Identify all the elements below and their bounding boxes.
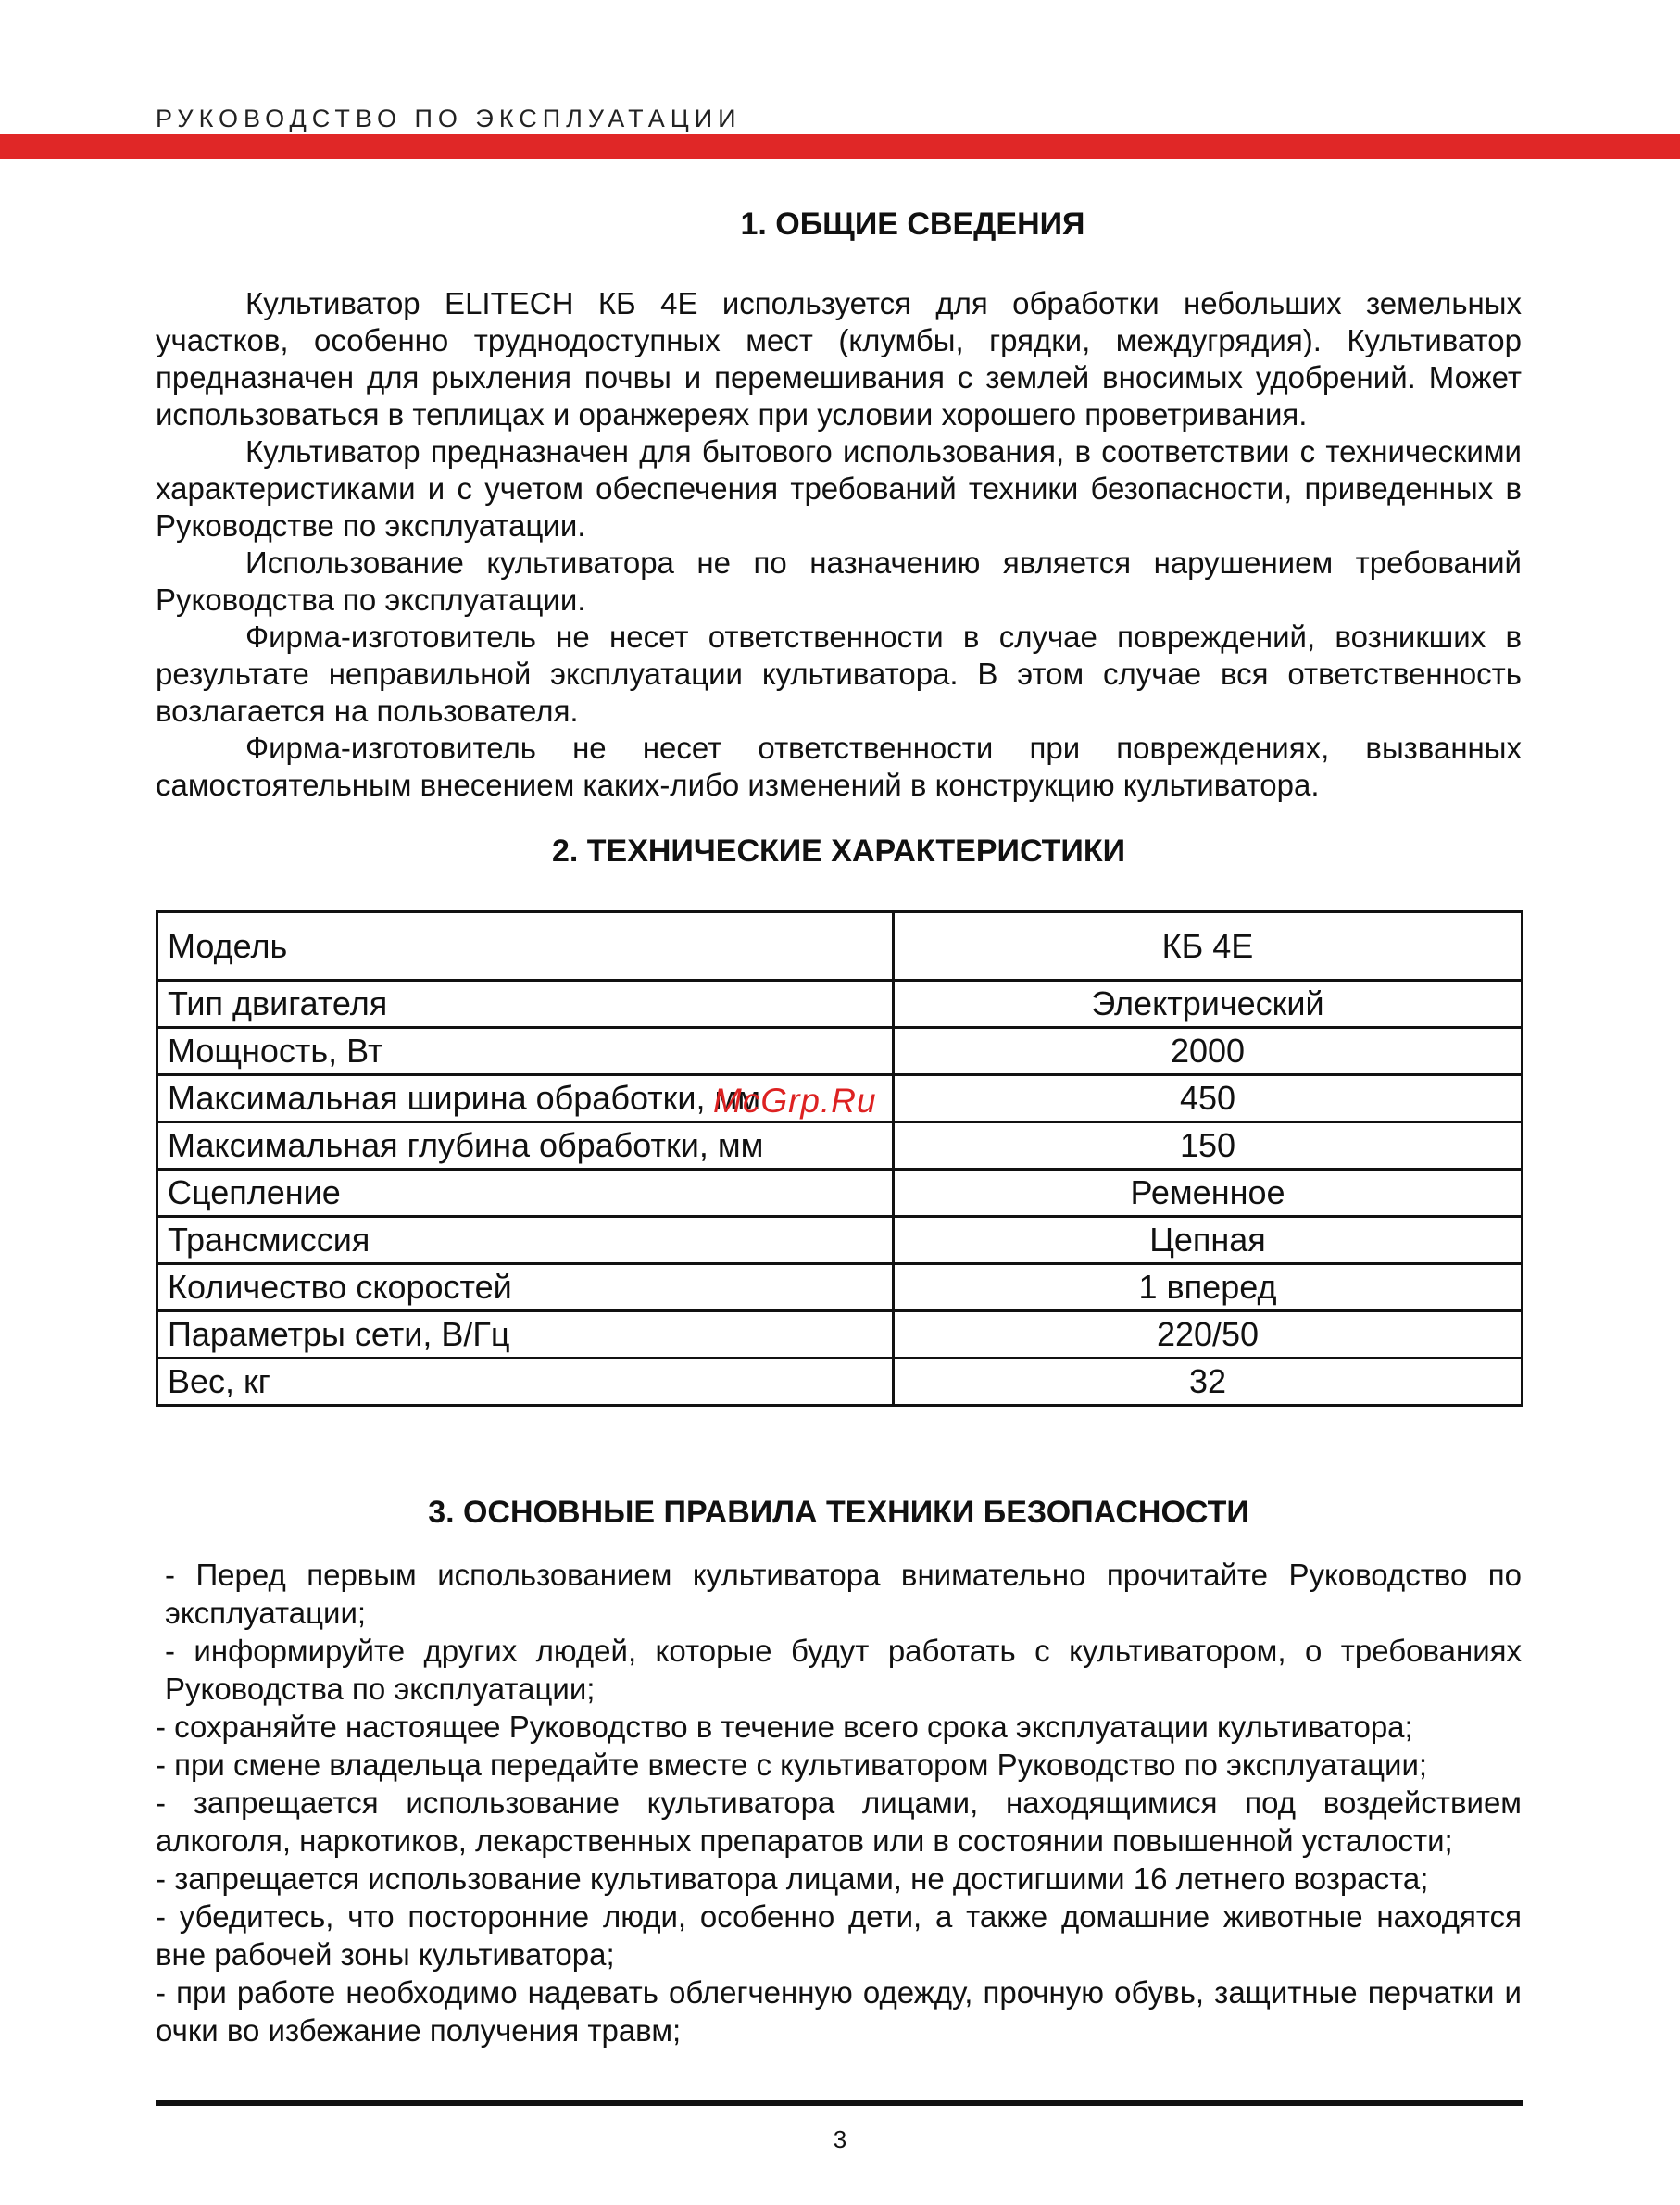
section-title-specs: 2. ТЕХНИЧЕСКИЕ ХАРАКТЕРИСТИКИ: [551, 833, 1126, 869]
list-item: - информируйте других людей, которые будут работать с культиватором, о требованиях Руководства по эксплуатации;: [165, 1634, 1522, 1706]
running-header: РУКОВОДСТВО ПО ЭКСПЛУАТАЦИИ: [156, 105, 742, 132]
spec-value: КБ 4Е: [894, 912, 1523, 981]
list-item: - сохраняйте настоящее Руководство в течение всего срока эксплуатации культиватора;: [156, 1710, 1413, 1744]
table-row: [157, 981, 1523, 1028]
table-row: [157, 1122, 1523, 1170]
paragraph: Фирма-изготовитель не несет ответственности при повреждениях, вызванных самостоятельным внесением каких-либо изменений в конструкцию культиватора.: [156, 731, 1522, 802]
list-item: - запрещается использование культиватора лицами, не достигшими 16 летнего возраста;: [156, 1861, 1429, 1896]
table-row: [157, 1264, 1523, 1311]
safety-rules-list: [156, 1556, 1522, 2049]
spec-param: Максимальная ширина обработки, мм: [157, 1075, 894, 1122]
spec-param: Количество скоростей: [157, 1264, 894, 1311]
spec-param: Параметры сети, В/Гц: [157, 1311, 894, 1359]
list-item: - запрещается использование культиватора лицами, находящимися под воздействием алкоголя, наркотиков, лекарственных препаратов или в состоянии повышенной усталости;: [156, 1785, 1522, 1858]
section-title-general: 1. ОБЩИЕ СВЕДЕНИЯ: [740, 207, 1085, 242]
spec-param: Максимальная глубина обработки, мм: [157, 1122, 894, 1170]
list-item: - Перед первым использованием культиватора внимательно прочитайте Руководство по эксплуатации;: [165, 1558, 1522, 1630]
list-item: - убедитесь, что посторонние люди, особенно дети, а также домашние животные находятся вне рабочей зоны культиватора;: [156, 1899, 1522, 1972]
watermark: McGrp.Ru: [713, 1082, 877, 1120]
spec-value: 450: [894, 1075, 1523, 1122]
spec-value: 32: [894, 1359, 1523, 1406]
table-row: [157, 1170, 1523, 1217]
paragraph: Использование культиватора не по назначению является нарушением требований Руководства по эксплуатации.: [156, 545, 1522, 617]
table-row: [157, 1359, 1523, 1406]
table-row: [157, 912, 1523, 981]
spec-value: 1 вперед: [894, 1264, 1523, 1311]
spec-param: Модель: [157, 912, 894, 981]
spec-param: Трансмиссия: [157, 1217, 894, 1264]
spec-param: Мощность, Вт: [157, 1028, 894, 1075]
table-row: [157, 1217, 1523, 1264]
spec-value: 2000: [894, 1028, 1523, 1075]
general-info-text: [156, 285, 1522, 804]
spec-value: Ременное: [894, 1170, 1523, 1217]
spec-param: Тип двигателя: [157, 981, 894, 1028]
paragraph: Фирма-изготовитель не несет ответственности в случае повреждений, возникших в результате неправильной эксплуатации культиватора. В этом случае вся ответственность возлагается на пользователя.: [156, 620, 1522, 728]
paragraph: Культиватор ELITECH КБ 4Е используется для обработки небольших земельных участков, особенно труднодоступных мест (клумбы, грядки, междугрядия). Культиватор предназначен для рыхления почвы и перемешивания с землей вносимых удобрений. Может использоваться в теплицах и оранжереях при условии хорошего проветривания.: [156, 286, 1522, 432]
list-item: - при работе необходимо надевать облегченную одежду, прочную обувь, защитные перчатки и очки во избежание получения травм;: [156, 1975, 1522, 2048]
spec-value: Электрический: [894, 981, 1523, 1028]
table-row: [157, 1311, 1523, 1359]
spec-value: 150: [894, 1122, 1523, 1170]
section-title-safety: 3. ОСНОВНЫЕ ПРАВИЛА ТЕХНИКИ БЕЗОПАСНОСТИ: [428, 1495, 1249, 1530]
spec-param: Сцепление: [157, 1170, 894, 1217]
specifications-table: [156, 910, 1523, 1407]
paragraph: Культиватор предназначен для бытового использования, в соответствии с техническими характеристиками и с учетом обеспечения требований техники безопасности, приведенных в Руководстве по эксплуатации.: [156, 434, 1522, 543]
spec-param: Вес, кг: [157, 1359, 894, 1406]
list-item: - при смене владельца передайте вместе с культиватором Руководство по эксплуатации;: [156, 1748, 1428, 1782]
page-number: 3: [833, 2125, 847, 2153]
spec-value: 220/50: [894, 1311, 1523, 1359]
footer-rule: [156, 2100, 1523, 2106]
table-row: [157, 1028, 1523, 1075]
header-color-band: [0, 134, 1680, 159]
spec-value: Цепная: [894, 1217, 1523, 1264]
